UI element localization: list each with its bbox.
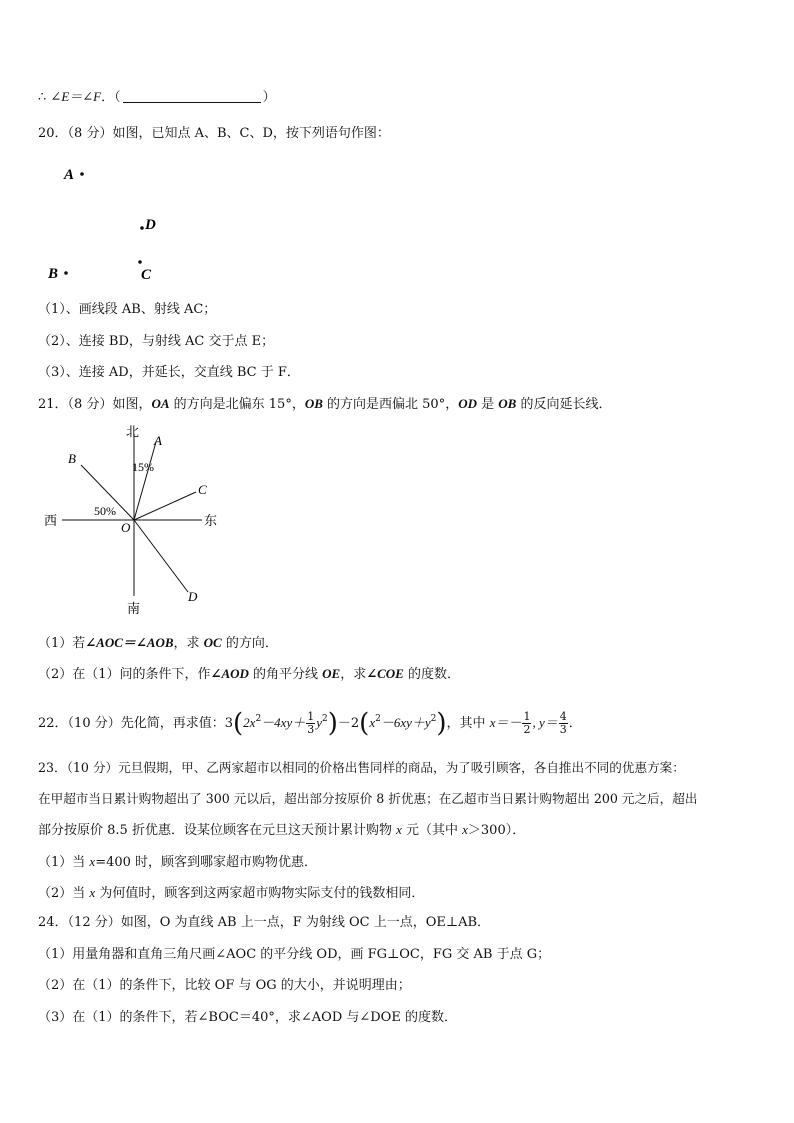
- q20-point-d: [140, 226, 144, 230]
- q20-step-2: （2）、连接 BD，与射线 AC 交于点 E；: [38, 334, 275, 349]
- q20-point-d-label: D: [145, 217, 156, 233]
- q21-south-label: 南: [127, 601, 141, 616]
- q22-frac-1: $\frac{1}{3}$: [307, 710, 315, 736]
- q23-line-1: 23．（10 分）元旦假期，甲、乙两家超市以相同的价格出售同样的商品，为了吸引顾客，各自推出不同的优惠方案：: [38, 760, 685, 775]
- q19-math: ∠E＝∠F: [50, 89, 102, 104]
- q21-title: 21．（8 分）如图，OA 的方向是北偏东 15°，OB 的方向是西偏北 50°，OD 是 OB 的反向延长线．: [38, 396, 612, 412]
- answer-blank[interactable]: [123, 90, 261, 103]
- q21-label-c: C: [198, 482, 207, 497]
- q20-point-c: [138, 260, 142, 264]
- q19-conclusion: ∴ ∠E＝∠F．（ ）: [38, 89, 276, 105]
- q21-west-label: 西: [44, 513, 58, 528]
- q20-point-b: [64, 271, 68, 275]
- q21-part-2: （2）在（1）问的条件下，作∠AOD 的角平分线 OE，求∠COE 的度数．: [38, 666, 460, 682]
- q20-point-b-label: B: [48, 266, 59, 282]
- q21-ray-oc: [134, 492, 196, 520]
- q24-title: 24．（12 分）如图，O 为直线 AB 上一点，F 为射线 OC 上一点，OE⊥AB．: [38, 915, 491, 930]
- q22-problem: 22．（10 分）先化简，再求值：$3(2x^2-4xy+$ $\frac{1}{3}$ $y^2)-2(x^2-6xy+y^2)$，其中 x＝－ $\frac{1}{2}$ , y＝ $\frac{4}{3}$ ．: [38, 708, 582, 739]
- q23-line-3: 部分按原价 8.5 折优惠．设某位顾客在元旦这天预计累计购物 x 元（其中 x＞300）．: [38, 822, 526, 838]
- q21-north-label: 北: [126, 424, 140, 439]
- q21-label-a: A: [154, 433, 162, 448]
- q20-point-a: [80, 172, 84, 176]
- q21-angle-50: 50%: [94, 504, 116, 518]
- q23-line-2: 在甲超市当日累计购物超出了 300 元以后，超出部分按原价 8 折优惠；在乙超市当日累计购物超出 200 元之后，超出: [38, 791, 698, 806]
- q21-ray-od: [134, 520, 188, 592]
- q22-frac-2: $\frac{1}{2}$: [523, 710, 531, 736]
- q20-title: 20．（8 分）如图，已知点 A、B、C、D，按下列语句作图：: [38, 126, 390, 141]
- q23-part-1: （1）当 x=400 时，顾客到哪家超市购物优惠．: [38, 854, 318, 870]
- q23-part-2: （2）当 x 为何值时，顾客到这两家超市购物实际支付的钱数相同．: [38, 885, 425, 901]
- q21-compass-figure: [38, 420, 238, 620]
- q20-point-c-label: C: [141, 267, 152, 283]
- q20-step-3: （3）、连接 AD，并延长，交直线 BC 于 F．: [38, 365, 300, 380]
- q24-part-2: （2）在（1）的条件下，比较 OF 与 OG 的大小，并说明理由；: [38, 978, 411, 993]
- q21-angle-15: 15%: [132, 460, 154, 474]
- q21-label-d: D: [188, 589, 198, 604]
- q21-label-b: B: [68, 451, 76, 466]
- q20-step-1: （1）、画线段 AB、射线 AC；: [38, 302, 217, 317]
- q21-east-label: 东: [204, 513, 218, 528]
- q24-part-1: （1）用量角器和直角三角尺画∠AOC 的平分线 OD，画 FG⊥OC，FG 交 AB 于点 G；: [38, 947, 551, 962]
- q21-label-o: O: [121, 520, 131, 535]
- q20-figure: [40, 158, 240, 288]
- q21-ray-oa: [134, 442, 156, 520]
- q22-frac-3: $\frac{4}{3}$: [559, 710, 567, 736]
- q20-point-a-label: A: [64, 167, 75, 183]
- q24-part-3: （3）在（1）的条件下，若∠BOC＝40°，求∠AOD 与∠DOE 的度数．: [38, 1010, 457, 1025]
- q21-part-1: （1）若∠AOC＝∠AOB，求 OC 的方向．: [38, 635, 278, 651]
